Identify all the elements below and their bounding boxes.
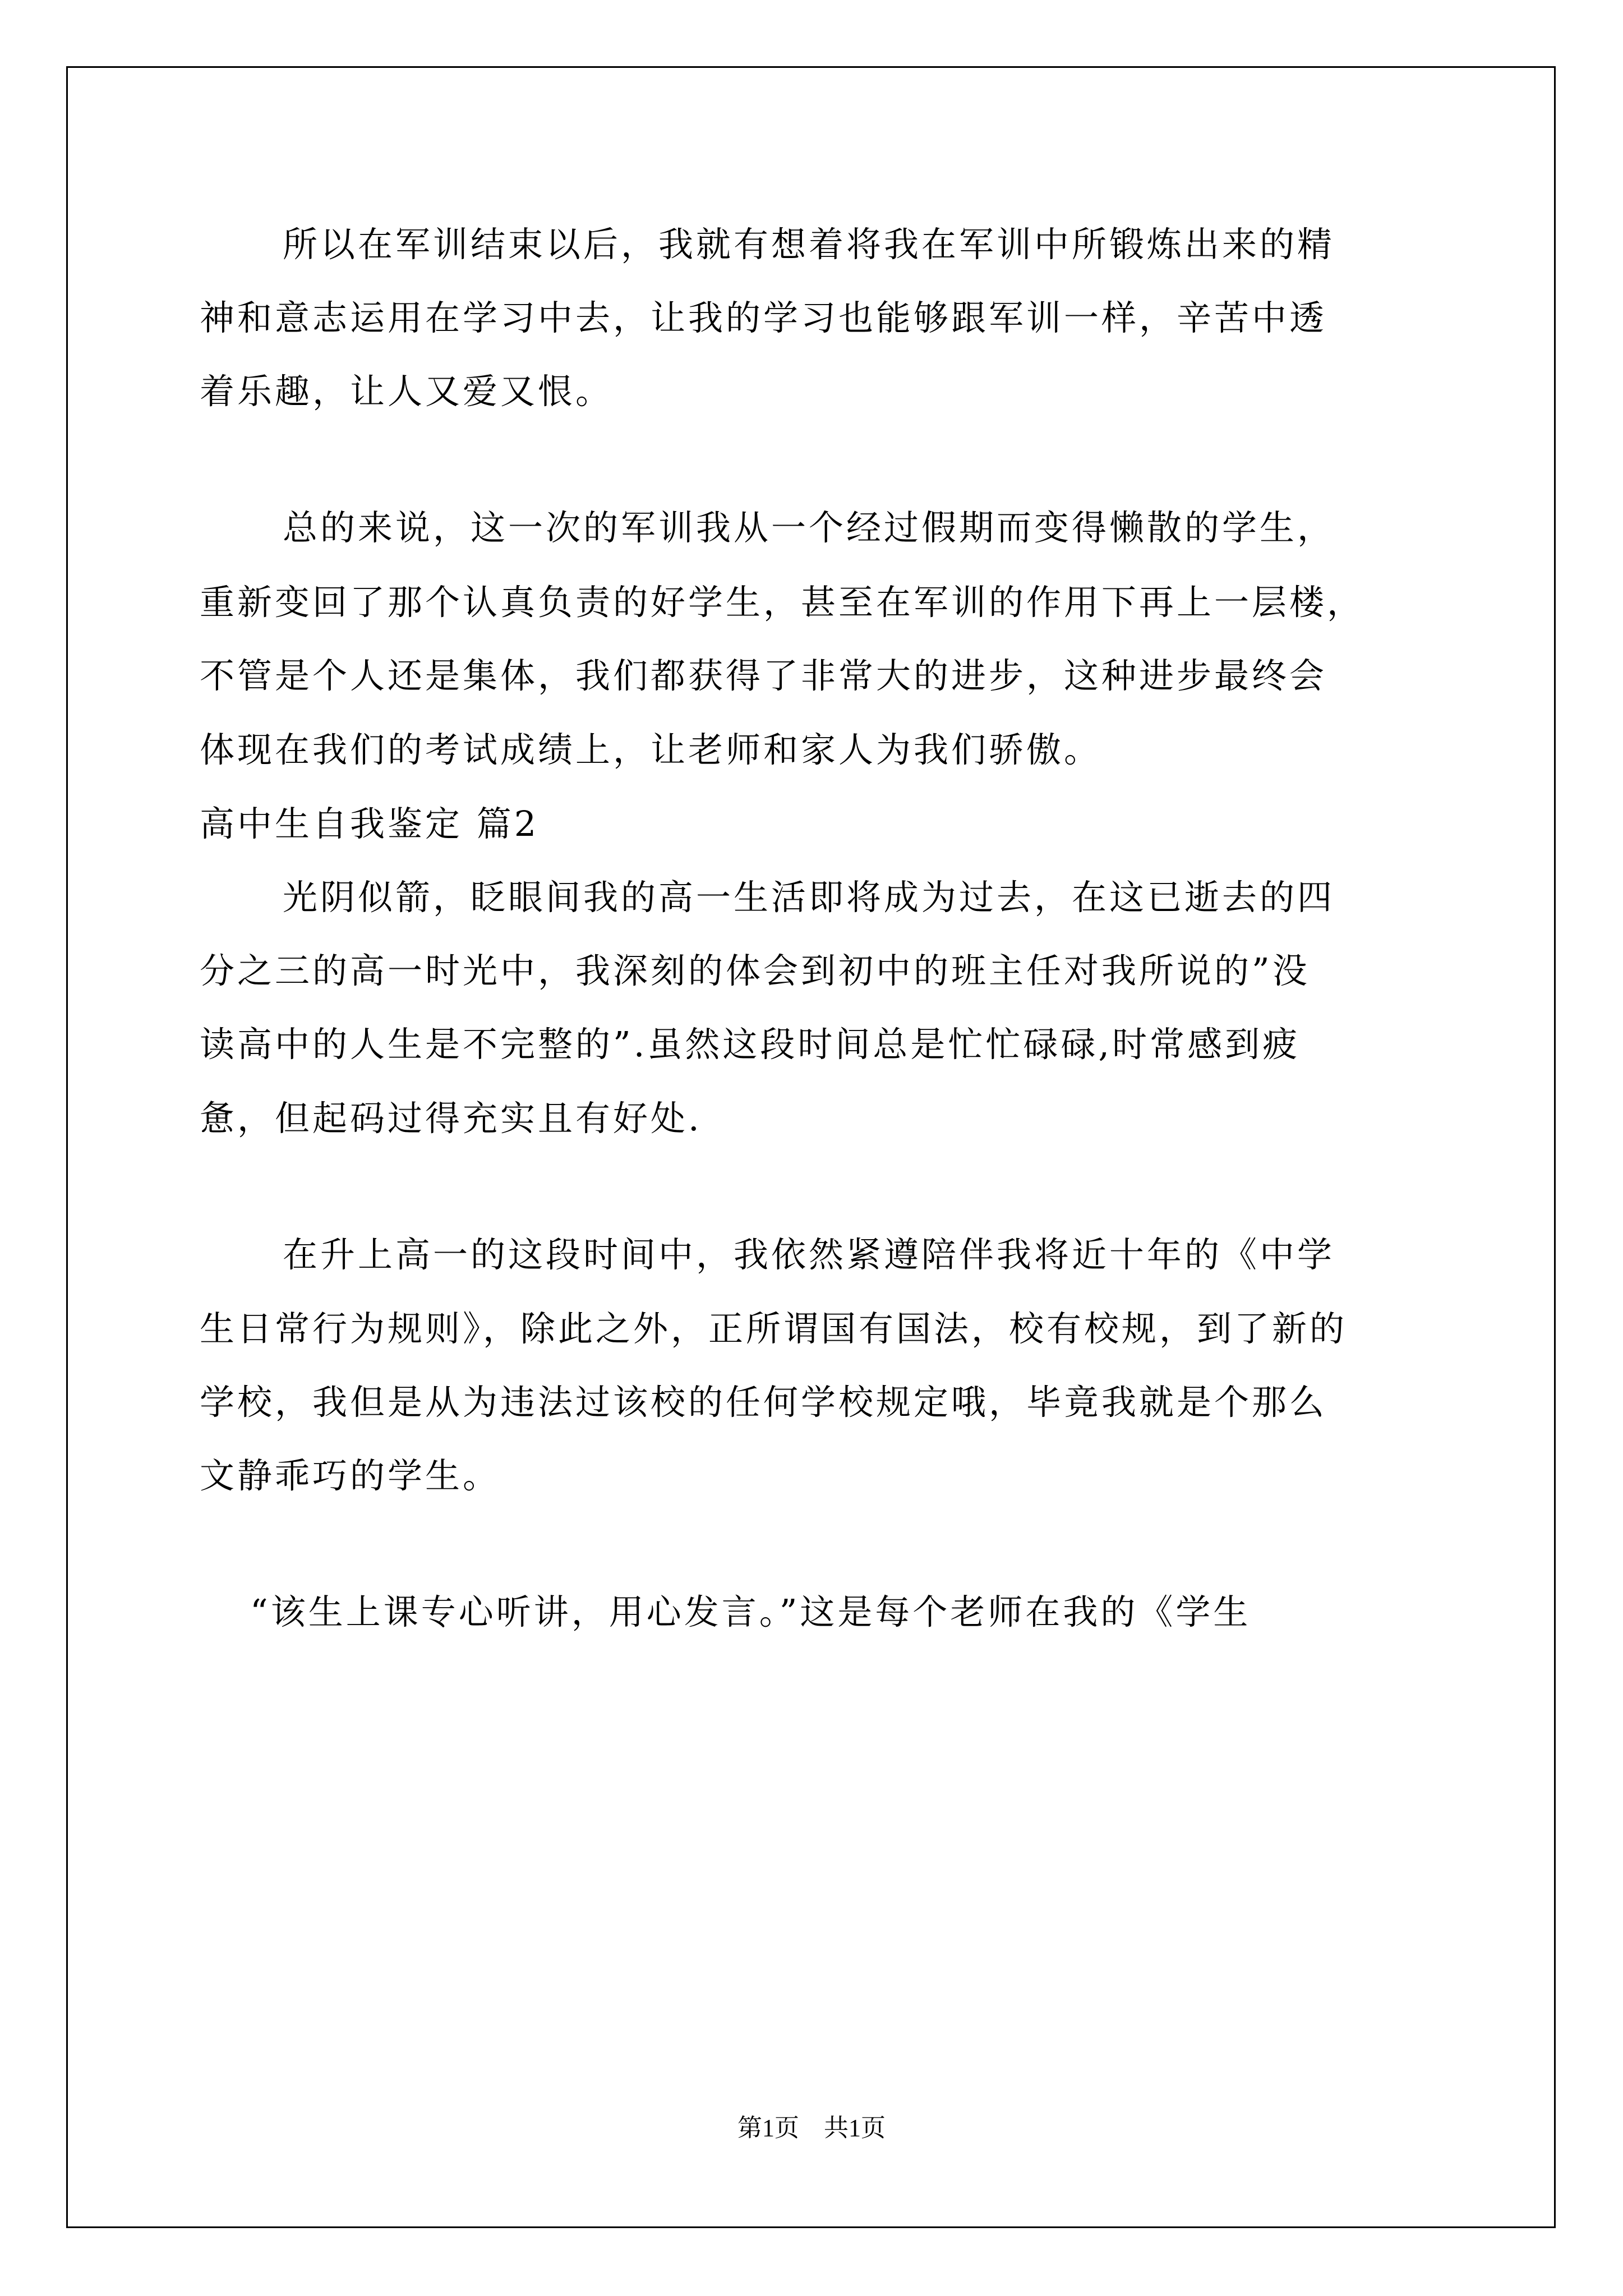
page-footer: 第1页 共1页 xyxy=(737,2114,886,2142)
paragraph-line: 总的来说，这一次的军训我从一个经过假期而变得懒散的学生， xyxy=(283,507,1335,548)
paragraph-line: 惫，但起码过得充实且有好处. xyxy=(200,1098,702,1139)
paragraph-line: 重新变回了那个认真负责的好学生，甚至在军训的作用下再上一层楼， xyxy=(200,582,1365,623)
paragraph-line: 体现在我们的考试成绩上，让老师和家人为我们骄傲。 xyxy=(200,729,1102,770)
paragraph-line: 神和意志运用在学习中去，让我的学习也能够跟军训一样，辛苦中透 xyxy=(200,297,1327,338)
paragraph-line: 不管是个人还是集体，我们都获得了非常大的进步，这种进步最终会 xyxy=(200,655,1327,696)
paragraph-line: 分之三的高一时光中，我深刻的体会到初中的班主任对我所说的”没 xyxy=(200,950,1310,991)
paragraph-line: 在升上高一的这段时间中，我依然紧遵陪伴我将近十年的《中学 xyxy=(283,1234,1335,1275)
paragraph-line: 所以在军训结束以后，我就有想着将我在军训中所锻炼出来的精 xyxy=(283,224,1335,265)
section-heading: 高中生自我鉴定 篇2 xyxy=(200,803,540,844)
paragraph-line: 学校，我但是从为违法过该校的任何学校规定哦，毕竟我就是个那么 xyxy=(200,1382,1327,1423)
paragraph-line: 文静乖巧的学生。 xyxy=(200,1455,501,1496)
paragraph-line: “该生上课专心听讲，用心发言。”这是每个老师在我的《学生 xyxy=(250,1591,1251,1632)
paragraph-line: 着乐趣，让人又爱又恨。 xyxy=(200,371,614,412)
paragraph-line: 光阴似箭，眨眼间我的高一生活即将成为过去，在这已逝去的四 xyxy=(283,877,1335,918)
paragraph-line: 读高中的人生是不完整的”.虽然这段时间总是忙忙碌碌,时常感到疲 xyxy=(200,1024,1301,1065)
paragraph-line: 生日常行为规则》，除此之外，正所谓国有国法，校有校规，到了新的 xyxy=(200,1308,1348,1349)
